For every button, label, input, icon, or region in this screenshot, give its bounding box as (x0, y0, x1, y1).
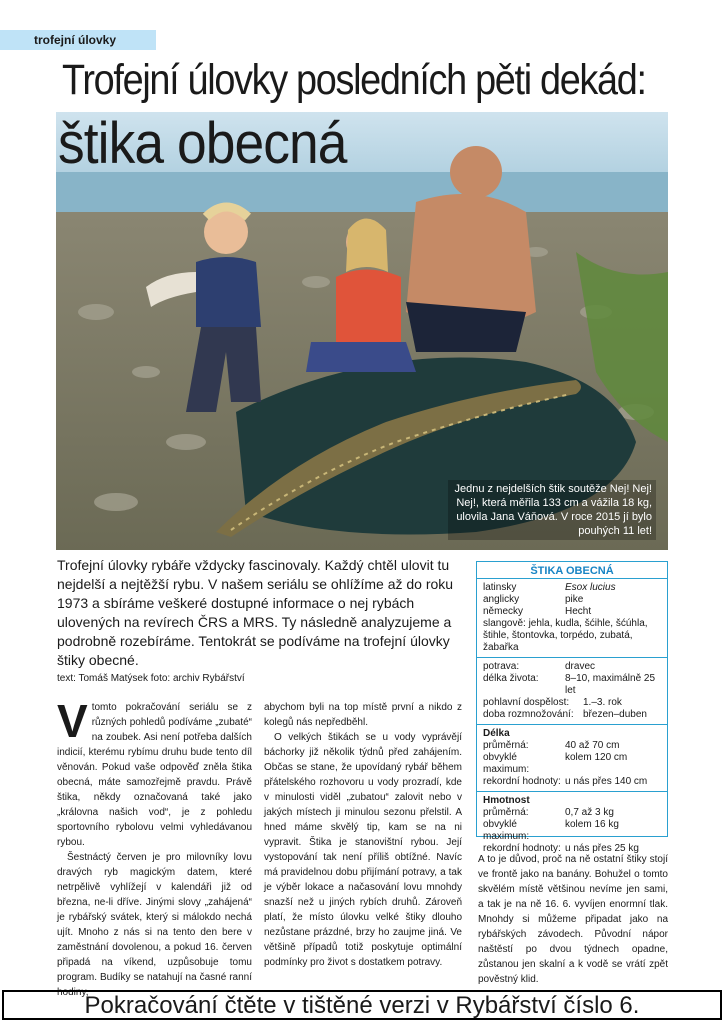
fact-row (483, 740, 661, 752)
fact-row (483, 673, 661, 697)
column1-text-1: tomto pokračování seriálu se z různých pohledů podíváme „zubaté“ na zoubek. Asi není potřeba dalších indicií, kterému rybímu druhu bude tento díl věnován. Pokud vaše odpověď zněla štika obecná, máte samozřejmě pravdu. Právě štika, někdy označovaná také jako „královna našich vod“, je z pohledu sportovního rybolovu velmi vyhledávanou rybou. (57, 702, 252, 848)
fact-value: pike (565, 594, 584, 605)
fact-key: délka života: (483, 673, 539, 684)
fact-row (483, 606, 661, 618)
fact-value: Hecht (565, 606, 592, 617)
length-title: Délka (483, 728, 510, 739)
fact-key: rekordní hodnoty: (483, 776, 561, 787)
fact-value: u nás přes 25 kg (565, 843, 639, 854)
fact-row (483, 819, 661, 843)
fact-key: obvyklé maximum: (483, 819, 530, 842)
fact-row (483, 697, 661, 709)
fact-value: Esox lucius (565, 582, 616, 593)
fact-row (483, 752, 661, 776)
fact-box-title: ŠTIKA OBECNÁ (530, 565, 614, 577)
article-column-1 (57, 695, 252, 1000)
fact-key: pohlavní dospělost: (483, 697, 570, 708)
fact-key: latinsky (483, 582, 517, 593)
fact-row (483, 661, 661, 673)
continuation-banner: Pokračování čtěte v tištěné verzi v Rybářství číslo 6. (2, 990, 722, 1020)
weight-title: Hmotnost (483, 795, 530, 806)
fact-value: 8–10, maximálně 25 let (565, 673, 656, 696)
article-column-3: A to je důvod, proč na ně ostatní štiky stojí ve frontě jako na banány. Bohužel o tomto skvělém místě většinou nevíme jen sami, a tak je na ně 16. 6. vyvíjen enormní tlak. Mnohdy si můžeme připadat jako na rybářských závodech. Původní nápor naštěstí po dvou týdnech opadne, zůstanou jen skalní a k vodě se vrátí zpět pověstný klid. (478, 854, 668, 985)
fact-value: kolem 16 kg (565, 819, 619, 830)
article-column-2 (264, 700, 462, 970)
fact-key: anglicky (483, 594, 520, 605)
fact-key: průměrná: (483, 740, 529, 751)
column1-paragraph-1 (57, 695, 252, 850)
fact-row (483, 582, 661, 594)
credit-line: text: Tomáš Matýsek foto: archiv Rybářství (57, 673, 245, 684)
fact-value: 1.–3. rok (583, 697, 622, 708)
fact-key: německy (483, 606, 524, 617)
fact-box-names (477, 578, 667, 657)
column1-paragraph-2: Šestnáctý červen je pro milovníky lovu dravých ryb magickým datem, které netrpělivě vyhlížejí v kalendáři již od března, ne-li dříve. Jinými slovy „zahájená“ je rybářský svátek, který si málokdo nechá ujít. Mnoho z nás si na tento den bere v zaměstnání dovolenou, a pokud 16. červen připadá na víkend, uzpůsobuje tomu program. Budíky se natahují na časné ranní hodiny, (57, 852, 252, 998)
section-tag: trofejní úlovky (0, 30, 156, 50)
fact-key: rekordní hodnoty: (483, 843, 561, 854)
dropcap: V (57, 695, 88, 747)
fact-value: dravec (565, 661, 596, 672)
fact-box-weight (477, 791, 667, 858)
fact-key: průměrná: (483, 807, 529, 818)
fact-value: kolem 120 cm (565, 752, 628, 763)
fact-key: obvyklé maximum: (483, 752, 530, 775)
fact-value: 0,7 až 3 kg (565, 807, 614, 818)
fact-box-biology (477, 657, 667, 724)
fact-row (483, 776, 661, 788)
fact-box-length (477, 724, 667, 791)
photo-caption: Jednu z nejdelších štik soutěže Nej! Nej! Nej!, která měřila 133 cm a vážila 18 kg, ulovila Jana Váňová. V roce 2015 jí bylo pouhých 11 let! (448, 480, 656, 540)
fact-row (483, 807, 661, 819)
fact-key: potrava: (483, 661, 520, 672)
lead-paragraph: Trofejní úlovky rybáře vždycky fascinovaly. Každý chtěl ulovit tu nejdelší a nejtěžší rybu. V našem seriálu se ohlížíme až do roku 1973 a sbíráme veškeré dostupné informace o nej rybách ulovených na revírech ČRS a MRS. Ty následně analyzujeme a podrobně rozebíráme. Tentokrát se podíváme na trofejní úlovky štiky obecné. (57, 557, 454, 668)
fact-box (476, 561, 668, 854)
headline-line2: štika obecná (58, 111, 347, 176)
column2-paragraph-1: abychom byli na top místě první a nikdo z kolegů nás nepředběhl. (264, 702, 462, 728)
column2-paragraph-2: O velkých štikách se u vody vyprávějí báchorky již několik týdnů před zahájením. Občas se stane, že upovídaný rybář během přátelského rozhovoru u vody prozradí, kde v minulosti viděl „zubatou“ zalovit nebo v jakých místech ji minulou sezonu přelstil. A hned máme skvělý tip, kam se na ni vypravit. Štika je stanovištní rybou. Její vystopování tak není příliš obtížné. Navíc má pravidelnou dobu přijímání potravy, a tak je výběr lokace a načasování lovu mnohdy snazší než u jiných rybích druhů. Zároveň platí, že místo úlovku velké štiky dlouho nezůstane prázdné, brzy ho zaujme jiná. Ve většině případů totiž poskytuje optimální podmínky pro život s dostatkem potravy. (264, 732, 462, 968)
fact-value: 40 až 70 cm (565, 740, 620, 751)
headline-line1: Trofejní úlovky posledních pěti dekád: (62, 56, 646, 104)
fact-key: doba rozmnožování: (483, 709, 574, 720)
fact-row (483, 709, 661, 721)
fact-row (483, 594, 661, 606)
article-photo (56, 112, 668, 550)
fact-slang: slangově: jehla, kudla, šćihle, šćúhla, štihle, štontovka, torpédo, zubatá, žabařka (483, 618, 648, 653)
fact-value: u nás přes 140 cm (565, 776, 648, 787)
fact-value: březen–duben (583, 709, 647, 720)
